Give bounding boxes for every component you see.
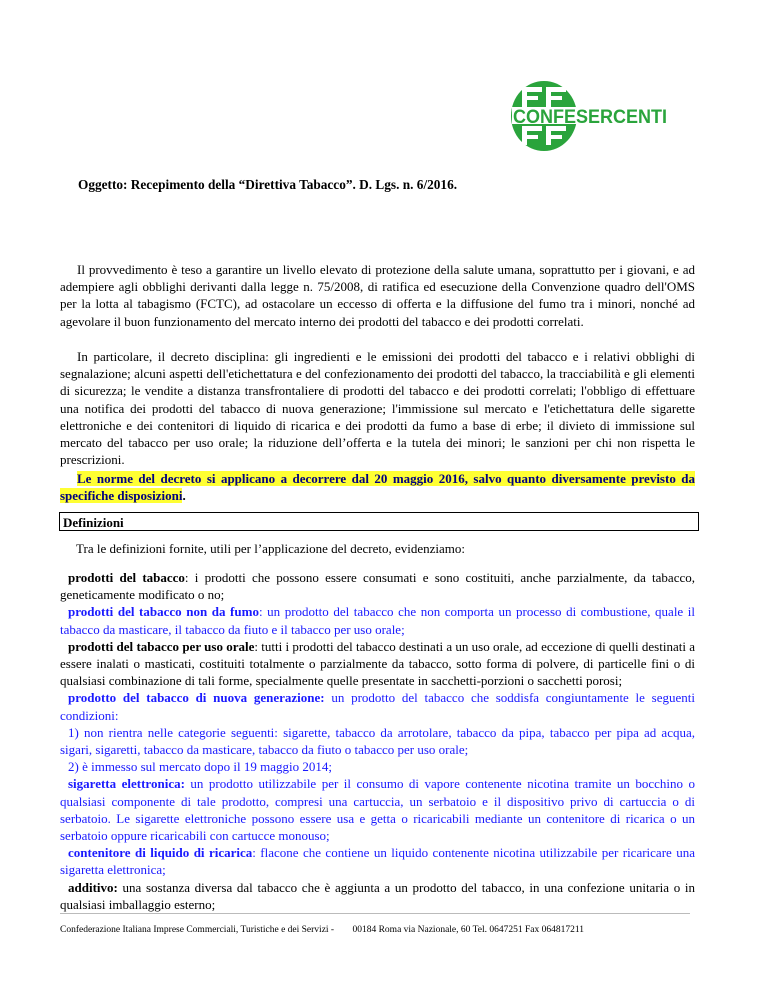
intro-paragraph: Il provvedimento è teso a garantire un livello elevato di protezione della salute umana, soprattutto per i giovani, e ad adempiere agli obblighi derivanti dalla legge n. 75/2008, di ratifica ed esecuzione della Convenzione quadro dell'OMS per la lotta al tabagismo (FCTC), ad ostacolare un eccesso di offerta e la diffusione del fumo tra i minori, nonché ad agevolare il buon funzionamento del mercato interno dei prodotti del tabacco e dei prodotti correlati. [60,262,695,329]
definition-item: prodotti del tabacco per uso orale: tutti i prodotti del tabacco destinati a un uso orale, ad eccezione di quelli destinati a essere inalati o masticati, costituiti totalmente o parzialmente da tabacco, sotto forma di polvere, di particelle fini o di qualsiasi combinazione di tali forme, specialmente quelle presentate in sacchetti-porzioni o sacchetti porosi; [60,638,696,689]
definition-subitem: 2) è immesso sul mercato dopo il 19 maggio 2014; [68,759,332,775]
definition-subitem: 1) non rientra nelle categorie seguenti: sigarette, tabacco da arrotolare, tabacco da pipa, tabacco per pipa ad acqua, sigari, sigaretti, tabacco da masticare, tabacco da fiuto o tabacco per uso orale; [60,724,695,758]
definitions-list [60,569,695,913]
definitions-heading-box [59,512,699,531]
highlighted-text: Le norme del decreto si applicano a decorrere dal 20 maggio 2016, salvo quanto diversamente previsto da specifiche disposizioni [60,471,695,504]
document-subject: Oggetto: Recepimento della “Direttiva Tabacco”. D. Lgs. n. 6/2016. [78,177,458,192]
footer-address: 00184 Roma via Nazionale, 60 Tel. 0647251 Fax 064817211 [352,925,584,935]
definition-item: prodotti del tabacco non da fumo: un prodotto del tabacco che non comporta un processo di combustione, quale il tabacco da masticare, il tabacco da fiuto e il tabacco per uso orale; [60,604,695,637]
definitions-intro: Tra le definizioni fornite, utili per l’applicazione del decreto, evidenziamo: [76,541,466,556]
svg-text:CONFESERCENTI: CONFESERCENTI [513,107,667,128]
definitions-heading: Definizioni [63,515,124,530]
effective-date-paragraph: Le norme del decreto si applicano a decorrere dal 20 maggio 2016, salvo quanto diversamente previsto da specifiche disposizioni. [60,471,695,504]
confesercenti-logo [510,80,670,152]
footer-organization: Confederazione Italiana Imprese Commerciali, Turistiche e dei Servizi - [60,925,335,935]
page-footer [60,925,700,935]
definition-item: additivo: una sostanza diversa dal tabacco che è aggiunta a un prodotto del tabacco, in una confezione unitaria o in qualsiasi imballaggio esterno; [60,879,695,912]
details-paragraph: In particolare, il decreto disciplina: gli ingredienti e le emissioni dei prodotti del tabacco e i relativi obblighi di segnalazione; alcuni aspetti dell'etichettatura e del confezionamento dei prodotti del tabacco, la tracciabilità e gli elementi di sicurezza; le vendite a distanza transfrontaliere di prodotti del tabacco e dei prodotti correlati; l'obbligo di effettuare una notifica dei prodotti del tabacco di nuova generazione; l'immissione sul mercato e l'etichettatura delle sigarette elettroniche e dei contenitori di liquido di ricarica e dei prodotti da fumo a base di erbe; il divieto di immissione sul mercato del tabacco per uso orale; la riduzione dell’offerta e la tutela dei minori; le sanzioni per chi non rispetta le prescrizioni. [60,349,695,468]
footer-divider [60,913,690,914]
definition-item: prodotti del tabacco: i prodotti che possono essere consumati e sono costituiti, anche parzialmente, da tabacco, geneticamente modificato o no; [60,570,695,603]
definition-item: prodotto del tabacco di nuova generazione: un prodotto del tabacco che soddisfa congiuntamente le seguenti condizioni: [60,690,696,723]
definition-item: sigaretta elettronica: un prodotto utilizzabile per il consumo di vapore contenente nicotina tramite un bocchino o qualsiasi componente di tale prodotto, compresi una cartuccia, un serbatoio e il dispositivo privo di cartuccia o di serbatoio. Le sigarette elettroniche possono essere usa e getta o ricaricabili mediante un contenitore di ricarica o un serbatoio oppure ricaricabili con cartucce monouso; [60,776,696,844]
definition-item: contenitore di liquido di ricarica: flacone che contiene un liquido contenente nicotina utilizzabile per ricaricare una sigaretta elettronica; [60,845,695,878]
